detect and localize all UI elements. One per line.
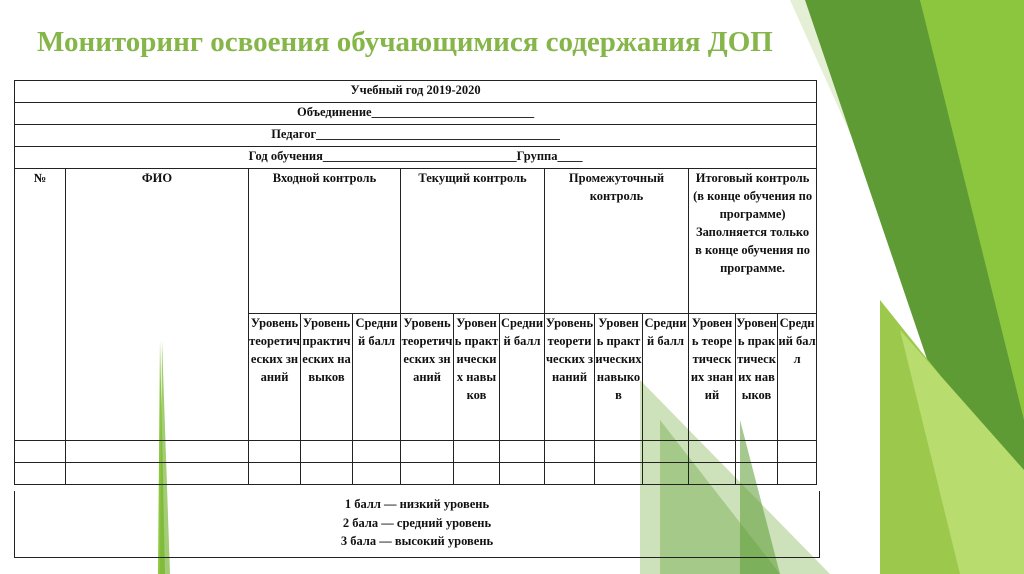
subcol-current-theory: Уровень теоретических знаний	[401, 314, 454, 441]
score-legend	[14, 491, 820, 558]
legend-line: 2 бала — средний уровень	[342, 515, 492, 530]
empty-cell	[301, 441, 353, 463]
subcol-final-practice: Уровень практических навыков	[736, 314, 778, 441]
monitoring-table	[14, 80, 817, 485]
col-header-current-control: Текущий контроль	[401, 169, 545, 314]
empty-cell	[66, 441, 249, 463]
col-header-intermediate-control: Промежуточный контроль	[545, 169, 689, 314]
legend-line: 3 бала — высокий уровень	[340, 534, 494, 548]
empty-cell	[66, 463, 249, 485]
subcol-current-average: Средний балл	[500, 314, 545, 441]
col-header-entry-control: Входной контроль	[249, 169, 401, 314]
subcol-final-theory: Уровень теоретических знаний	[689, 314, 736, 441]
empty-cell	[595, 463, 643, 485]
subcol-entry-theory: Уровень теоретических знаний	[249, 314, 301, 441]
study-year-group-row: Год обучения_______________________________Группа____	[15, 147, 817, 169]
empty-cell	[454, 441, 500, 463]
empty-cell	[595, 441, 643, 463]
page-title: Мониторинг освоения обучающимися содержания ДОП	[37, 26, 773, 58]
empty-cell	[500, 441, 545, 463]
table-row	[15, 463, 817, 485]
subcol-final-average: Средний балл	[778, 314, 817, 441]
empty-cell	[500, 463, 545, 485]
empty-cell	[643, 463, 689, 485]
empty-cell	[15, 441, 66, 463]
empty-cell	[301, 463, 353, 485]
empty-cell	[778, 463, 817, 485]
col-header-final-control: Итоговый контроль (в конце обучения по программе) Заполняется только в конце обучения по программе.	[689, 169, 817, 314]
empty-cell	[249, 441, 301, 463]
subcol-entry-average: Средний балл	[353, 314, 401, 441]
subcol-intermediate-practice: Уровень практических навыков	[595, 314, 643, 441]
empty-cell	[736, 463, 778, 485]
teacher-row: Педагог_______________________________________	[15, 125, 817, 147]
subcol-intermediate-average: Средний балл	[643, 314, 689, 441]
empty-cell	[736, 441, 778, 463]
association-row: Объединение__________________________	[15, 103, 817, 125]
col-header-fio: ФИО	[66, 169, 249, 441]
empty-cell	[778, 441, 817, 463]
empty-cell	[545, 463, 595, 485]
empty-cell	[401, 463, 454, 485]
col-header-num: №	[15, 169, 66, 441]
table-row	[15, 441, 817, 463]
legend-line: 1 балл — низкий уровень	[344, 497, 490, 511]
subcol-current-practice: Уровень практических навыков	[454, 314, 500, 441]
empty-cell	[454, 463, 500, 485]
empty-cell	[689, 463, 736, 485]
subcol-intermediate-theory: Уровень теоретических знаний	[545, 314, 595, 441]
empty-cell	[643, 441, 689, 463]
empty-cell	[401, 441, 454, 463]
empty-cell	[15, 463, 66, 485]
empty-cell	[689, 441, 736, 463]
year-row: Учебный год 2019-2020	[15, 81, 817, 103]
empty-cell	[249, 463, 301, 485]
empty-cell	[353, 441, 401, 463]
subcol-entry-practice: Уровень практических навыков	[301, 314, 353, 441]
empty-cell	[545, 441, 595, 463]
empty-cell	[353, 463, 401, 485]
